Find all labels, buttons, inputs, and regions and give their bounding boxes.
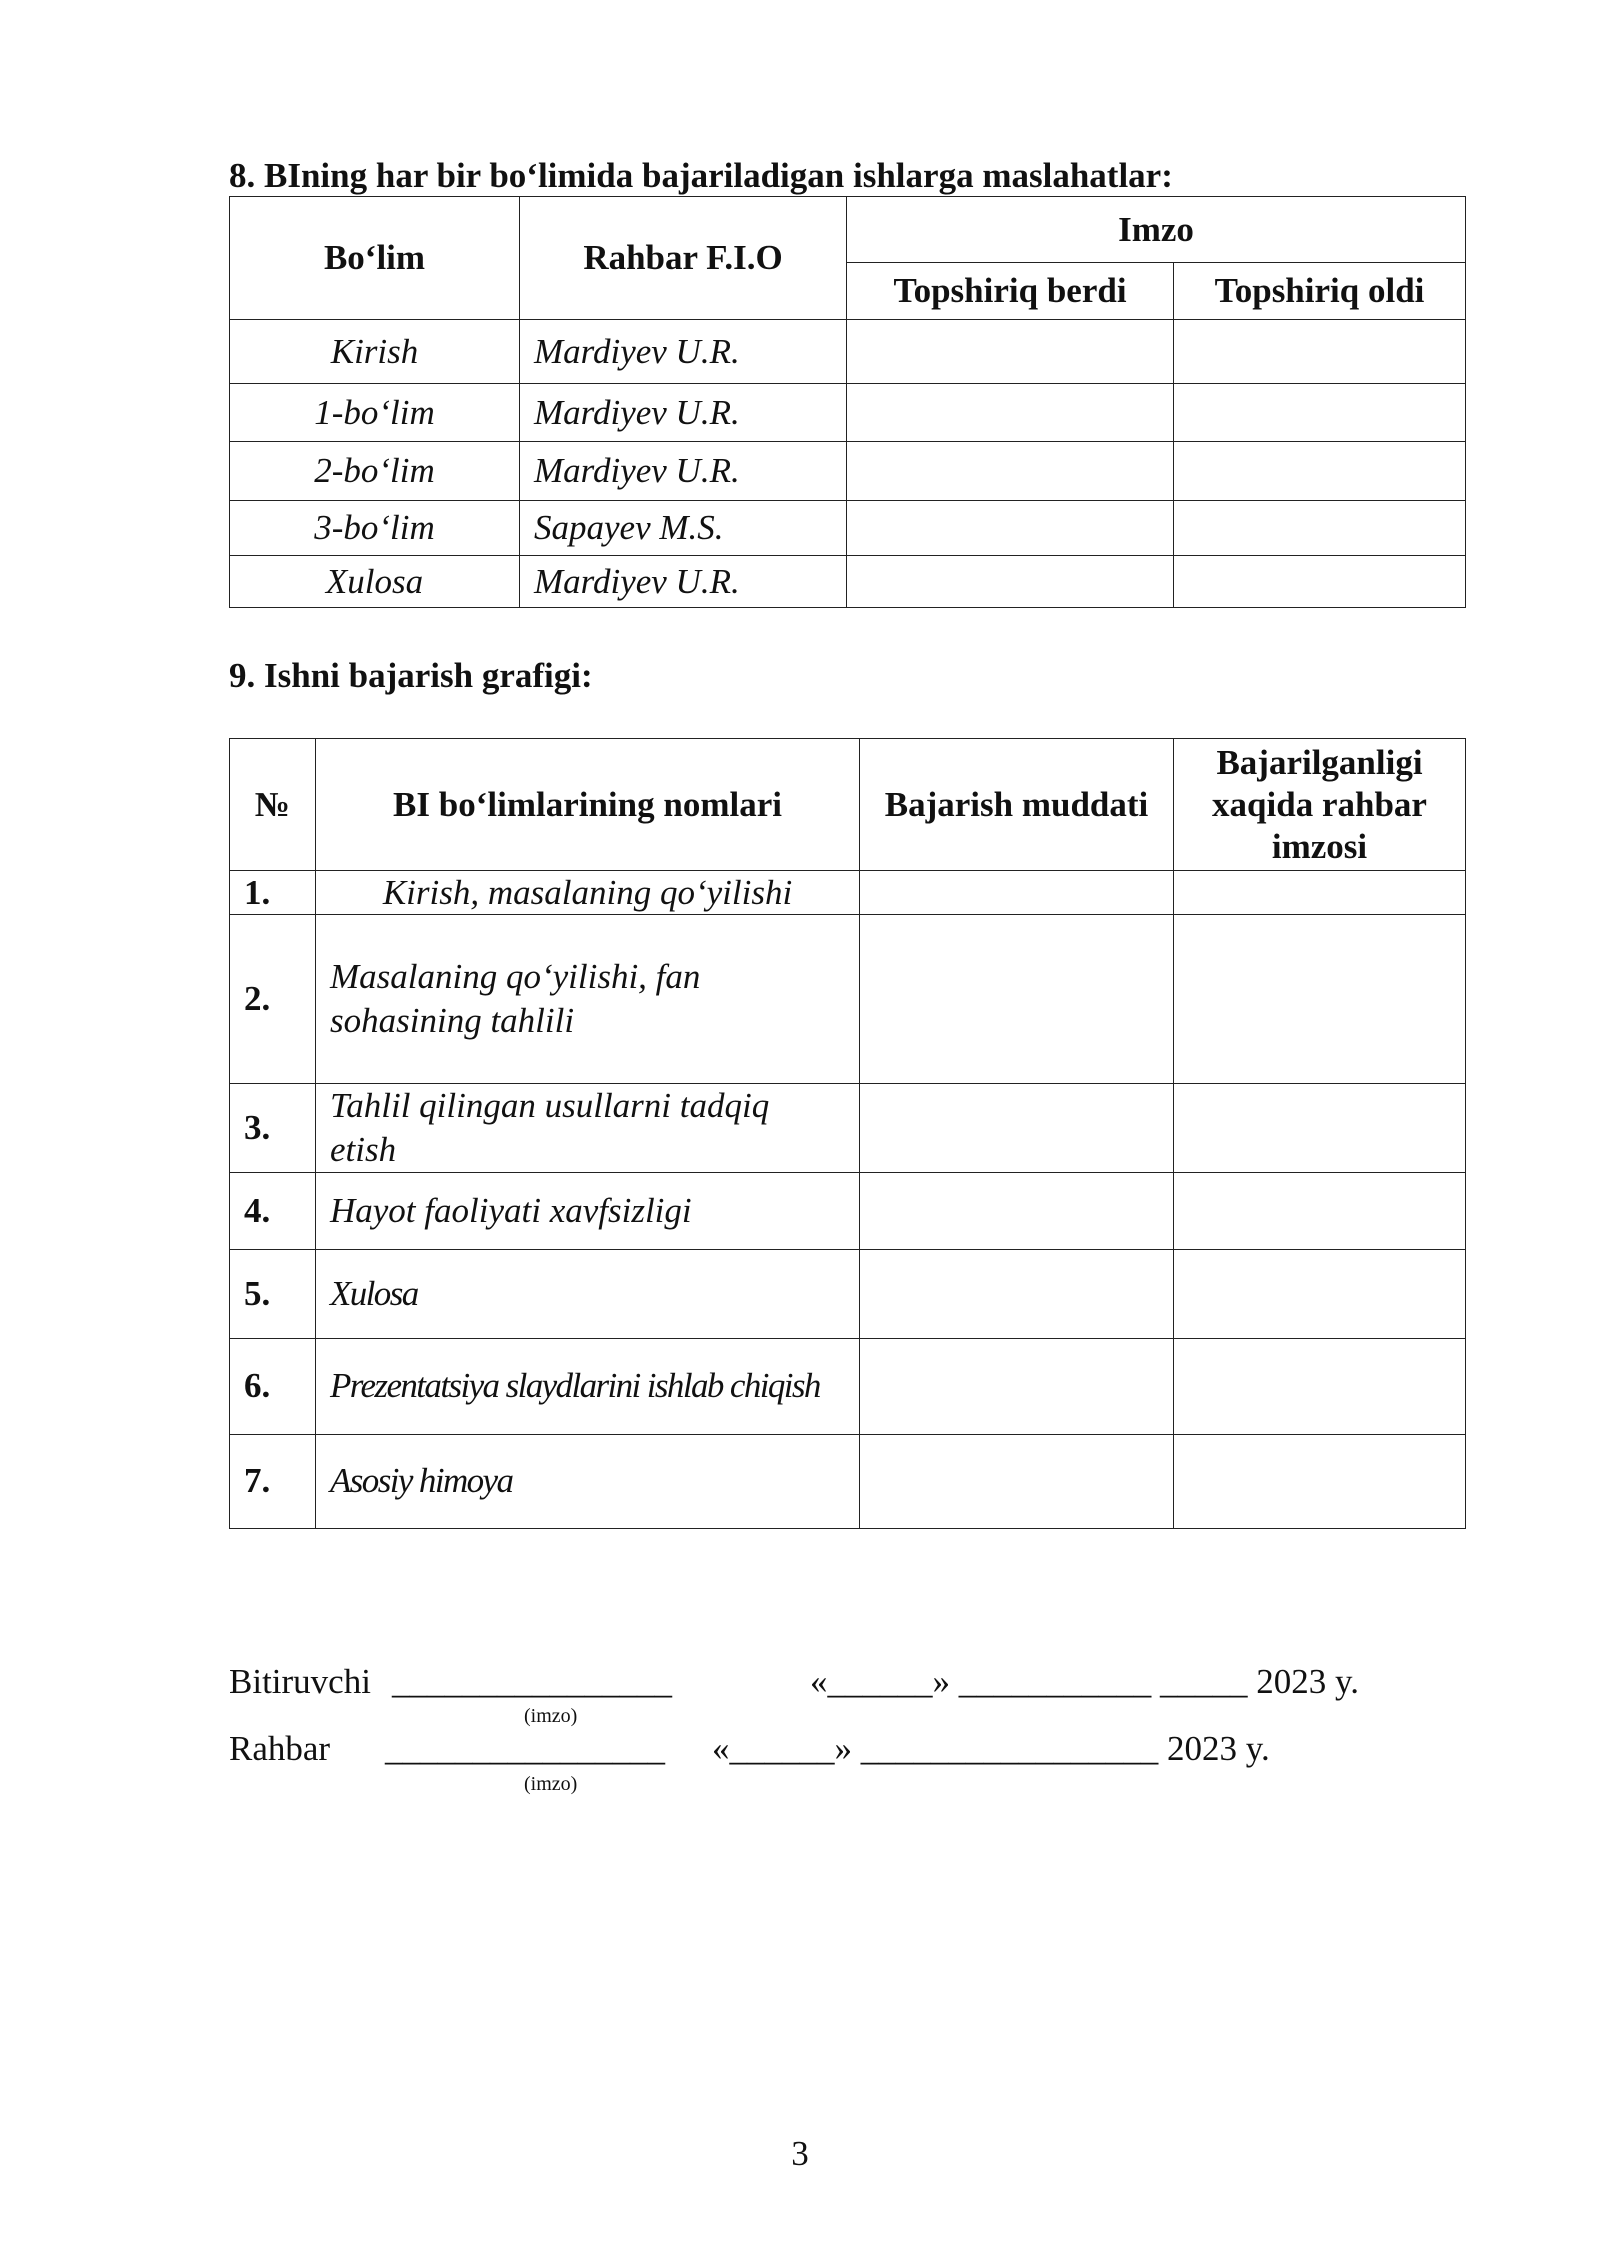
signature-received-cell[interactable] bbox=[1174, 501, 1466, 556]
rahbar-cell: Mardiyev U.R. bbox=[520, 384, 847, 442]
table-row bbox=[230, 1249, 1466, 1338]
signature-given-cell[interactable] bbox=[847, 442, 1174, 501]
graduate-date-line[interactable]: «______» ___________ _____ 2023 y. bbox=[810, 1662, 1359, 1701]
header-section-names: BI bo‘limlarining nomlari bbox=[316, 739, 860, 871]
table-row bbox=[230, 1172, 1466, 1249]
deadline-cell[interactable] bbox=[860, 1434, 1174, 1528]
row-number: 3. bbox=[230, 1084, 316, 1173]
section-name-cell: Masalaning qo‘yilishi, fan sohasining tahlili bbox=[316, 915, 860, 1084]
row-number: 1. bbox=[230, 871, 316, 915]
rahbar-cell: Mardiyev U.R. bbox=[520, 556, 847, 608]
signature-note: (imzo) bbox=[524, 1705, 578, 1727]
row-number: 7. bbox=[230, 1434, 316, 1528]
supervisor-signature-line[interactable]: ________________ bbox=[385, 1729, 665, 1768]
signature-received-cell[interactable] bbox=[1174, 320, 1466, 384]
table-row bbox=[230, 442, 1466, 501]
deadline-cell[interactable] bbox=[860, 915, 1174, 1084]
signature-received-cell[interactable] bbox=[1174, 556, 1466, 608]
table-row bbox=[230, 1338, 1466, 1434]
signature-cell[interactable] bbox=[1174, 1249, 1466, 1338]
header-topshiriq-oldi: Topshiriq oldi bbox=[1174, 263, 1466, 320]
section-8-heading: 8. BIning har bir bo‘limida bajariladigan ishlarga maslahatlar: bbox=[229, 156, 1173, 195]
deadline-cell[interactable] bbox=[860, 1084, 1174, 1173]
rahbar-cell: Sapayev M.S. bbox=[520, 501, 847, 556]
signature-cell[interactable] bbox=[1174, 1434, 1466, 1528]
section-name-cell: Kirish, masalaning qo‘yilishi bbox=[316, 871, 860, 915]
signature-cell[interactable] bbox=[1174, 915, 1466, 1084]
supervisor-date-line[interactable]: «______» _________________ 2023 y. bbox=[712, 1729, 1270, 1768]
bolim-cell: 1-bo‘lim bbox=[230, 384, 520, 442]
signature-given-cell[interactable] bbox=[847, 501, 1174, 556]
section-name-cell: Prezentatsiya slaydlarini ishlab chiqish bbox=[316, 1338, 860, 1434]
rahbar-cell: Mardiyev U.R. bbox=[520, 320, 847, 384]
signature-received-cell[interactable] bbox=[1174, 384, 1466, 442]
section-name-cell: Tahlil qilingan usullarni tadqiq etish bbox=[316, 1084, 860, 1173]
schedule-table bbox=[229, 738, 1466, 1529]
row-number: 4. bbox=[230, 1172, 316, 1249]
signature-given-cell[interactable] bbox=[847, 556, 1174, 608]
page-number: 3 bbox=[791, 2134, 809, 2173]
bolim-cell: 3-bo‘lim bbox=[230, 501, 520, 556]
table-row bbox=[230, 1434, 1466, 1528]
consultation-table bbox=[229, 196, 1466, 608]
signature-cell[interactable] bbox=[1174, 1172, 1466, 1249]
section-name-cell: Xulosa bbox=[316, 1249, 860, 1338]
bolim-cell: 2-bo‘lim bbox=[230, 442, 520, 501]
header-imzo: Imzo bbox=[847, 197, 1466, 263]
table-row bbox=[230, 871, 1466, 915]
signature-note: (imzo) bbox=[524, 1773, 578, 1795]
table-row bbox=[230, 915, 1466, 1084]
header-deadline: Bajarish muddati bbox=[860, 739, 1174, 871]
rahbar-cell: Mardiyev U.R. bbox=[520, 442, 847, 501]
row-number: 5. bbox=[230, 1249, 316, 1338]
row-number: 2. bbox=[230, 915, 316, 1084]
row-number: 6. bbox=[230, 1338, 316, 1434]
signature-given-cell[interactable] bbox=[847, 384, 1174, 442]
deadline-cell[interactable] bbox=[860, 871, 1174, 915]
signature-cell[interactable] bbox=[1174, 871, 1466, 915]
header-rahbar: Rahbar F.I.O bbox=[520, 197, 847, 320]
header-number: № bbox=[230, 739, 316, 871]
table-row bbox=[230, 384, 1466, 442]
section-name-cell: Hayot faoliyati xavfsizligi bbox=[316, 1172, 860, 1249]
section-name-cell: Asosiy himoya bbox=[316, 1434, 860, 1528]
graduate-signature-line[interactable]: ________________ bbox=[392, 1662, 672, 1701]
signature-cell[interactable] bbox=[1174, 1338, 1466, 1434]
table-row bbox=[230, 556, 1466, 608]
signature-cell[interactable] bbox=[1174, 1084, 1466, 1173]
header-bolim: Bo‘lim bbox=[230, 197, 520, 320]
table-row bbox=[230, 320, 1466, 384]
bolim-cell: Kirish bbox=[230, 320, 520, 384]
section-9-heading: 9. Ishni bajarish grafigi: bbox=[229, 656, 593, 695]
bolim-cell: Xulosa bbox=[230, 556, 520, 608]
graduate-label: Bitiruvchi bbox=[229, 1662, 371, 1701]
deadline-cell[interactable] bbox=[860, 1338, 1174, 1434]
deadline-cell[interactable] bbox=[860, 1172, 1174, 1249]
signature-given-cell[interactable] bbox=[847, 320, 1174, 384]
deadline-cell[interactable] bbox=[860, 1249, 1174, 1338]
signature-received-cell[interactable] bbox=[1174, 442, 1466, 501]
table-row bbox=[230, 501, 1466, 556]
table-row bbox=[230, 1084, 1466, 1173]
header-topshiriq-berdi: Topshiriq berdi bbox=[847, 263, 1174, 320]
header-supervisor-signature: Bajarilganligi xaqida rahbar imzosi bbox=[1174, 739, 1466, 871]
supervisor-label: Rahbar bbox=[229, 1729, 331, 1768]
